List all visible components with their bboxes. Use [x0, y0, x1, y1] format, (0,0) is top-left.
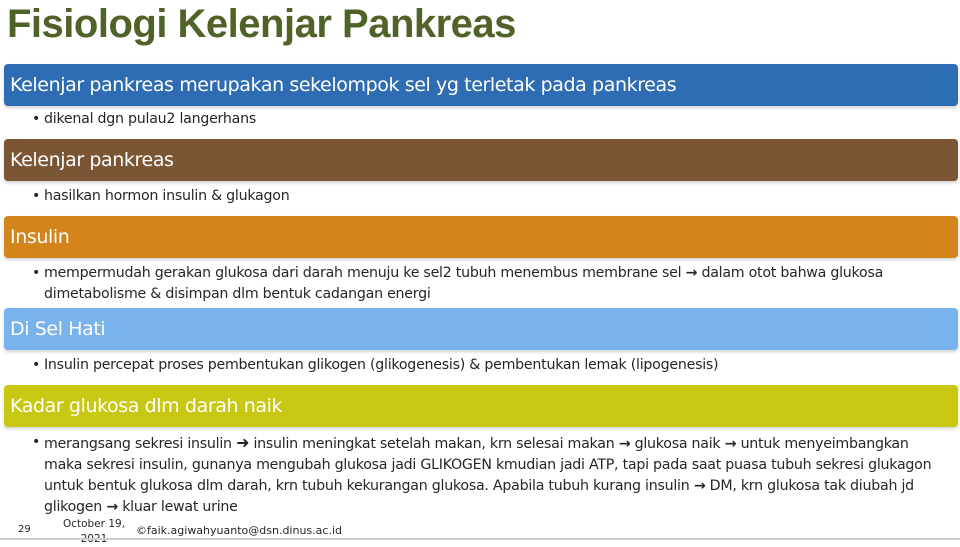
bullet-item — [32, 263, 942, 305]
bullet-text: mempermudah gerakan glukosa dari darah menuju ke sel2 tubuh menembus membrane sel — [44, 265, 682, 281]
bullet-item — [32, 109, 942, 130]
bullet-list — [32, 432, 942, 518]
bold-arrow-right-icon: ➜ — [236, 433, 250, 452]
arrow-right-icon: → — [724, 436, 737, 452]
footer-email: ©faik.agiwahyuanto@dsn.dinus.ac.id — [136, 524, 342, 537]
bullet-icon: • — [32, 434, 41, 450]
arrow-right-icon: → — [618, 436, 631, 452]
bullet-text: DM, krn glukosa tak diubah jd glikogen — [44, 478, 914, 515]
bullet-list — [32, 186, 942, 207]
bullet-item — [32, 432, 942, 518]
arrow-right-icon: → — [106, 499, 118, 515]
bullet-item — [32, 355, 942, 376]
bullet-text: untuk menyeimbangkan maka sekresi insulin, gunanya mengubah glukosa jadi GLIKOGEN kmudian jadi ATP, tapi pada saat puasa tubuh sekresi glukagon untuk bentuk glukosa dlm darah, krn tubuh kekurangan glukosa. Apabila tubuh kurang insulin — [44, 436, 932, 494]
section-heading-bar — [4, 385, 958, 427]
section-heading: Di Sel Hati — [10, 318, 106, 340]
bullet-text: merangsang sekresi insulin — [44, 436, 232, 452]
bullet-text: hasilkan hormon insulin & glukagon — [44, 188, 290, 204]
bullet-icon: • — [32, 111, 41, 127]
bullet-icon: • — [32, 357, 41, 373]
section-heading-bar — [4, 216, 958, 258]
section-heading: Kadar glukosa dlm darah naik — [10, 395, 283, 417]
section-heading-bar — [4, 308, 958, 350]
footer-date-line: October 19, — [62, 518, 126, 530]
bullet-text: insulin meningkat setelah makan, krn selesai makan — [253, 436, 615, 452]
bullet-list — [32, 355, 942, 376]
arrow-right-icon: → — [693, 478, 706, 494]
bullet-icon: • — [32, 188, 41, 204]
arrow-right-icon: → — [685, 265, 698, 281]
section-heading: Kelenjar pankreas merupakan sekelompok sel yg terletak pada pankreas — [10, 74, 677, 96]
page-title: Fisiologi Kelenjar Pankreas — [7, 2, 516, 46]
bullet-text: dalam otot bahwa glukosa dimetabolisme & disimpan dlm bentuk cadangan energi — [44, 265, 884, 302]
bullet-text: glukosa naik — [634, 436, 721, 452]
bullet-list — [32, 263, 942, 305]
bullet-list — [32, 109, 942, 130]
bullet-text: dikenal dgn pulau2 langerhans — [44, 111, 256, 127]
bullet-text: kluar lewat urine — [122, 499, 238, 515]
bullet-item — [32, 186, 942, 207]
page-number: 29 — [18, 524, 31, 535]
bullet-icon: • — [32, 265, 41, 281]
footer-date — [54, 517, 134, 547]
section-heading-bar — [4, 139, 958, 181]
bullet-text: Insulin percepat proses pembentukan glikogen (glikogenesis) & pembentukan lemak (lipogenesis) — [44, 357, 719, 373]
section-heading: Kelenjar pankreas — [10, 149, 174, 171]
section-heading-bar — [4, 64, 958, 106]
section-heading: Insulin — [10, 226, 70, 248]
